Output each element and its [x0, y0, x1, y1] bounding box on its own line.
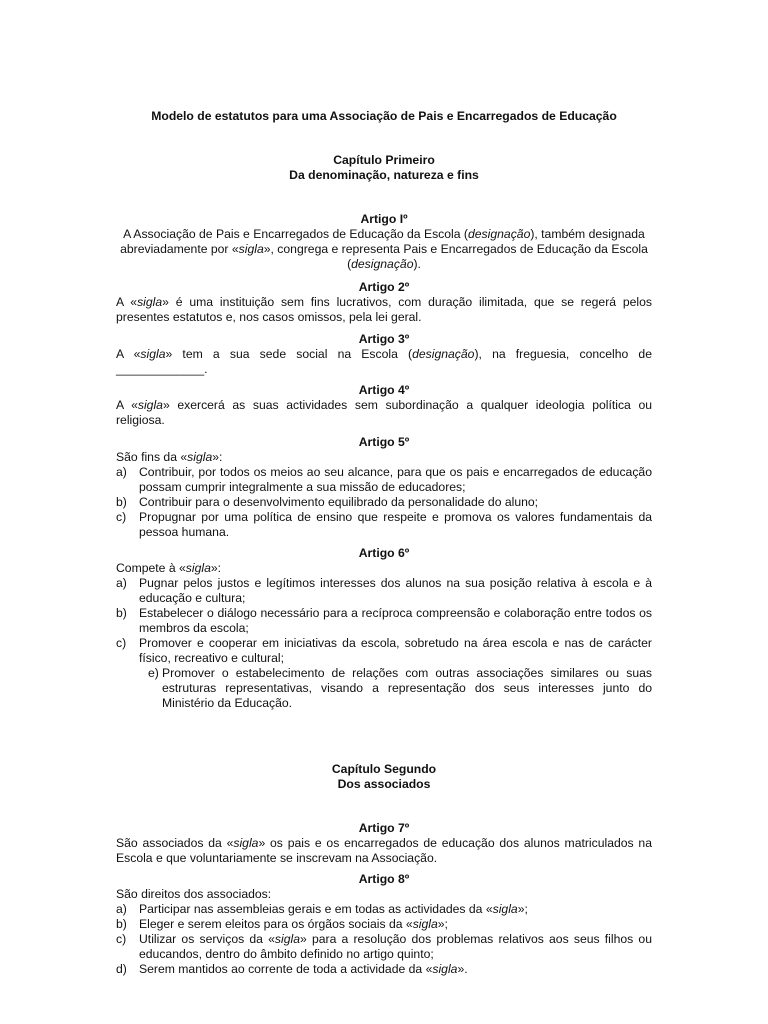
list-item: a) Contribuir, por todos os meios ao seu alcance, para que os pais e encarregados de educação possam cumprir integralmente a sua missão de educadores;	[116, 465, 652, 494]
article-3-heading: Artigo 3º	[358, 332, 410, 346]
chapter-1-title: Capítulo Primeiro	[333, 153, 435, 167]
chapter-1-subtitle: Da denominação, natureza e fins	[289, 168, 479, 182]
list-item: b) Eleger e serem eleitos para os órgãos sociais da «sigla»;	[116, 917, 448, 931]
article-1-heading: Artigo Iº	[360, 212, 408, 226]
list-item: c) Utilizar os serviços da «sigla» para a resolução dos problemas relativos aos seus filhos ou educandos, dentro do âmbito definido no artigo quinto;	[116, 932, 652, 961]
list-item: b) Contribuir para o desenvolvimento equilibrado da personalidade do aluno;	[116, 495, 539, 509]
chapter-2-title: Capítulo Segundo	[331, 762, 437, 776]
list-item: e) Promover o estabelecimento de relações com outras associações similares ou suas estruturas representativas, visando a representação dos seus interesses junto do Ministério da Educação.	[148, 666, 652, 710]
article-8-intro: São direitos dos associados:	[116, 887, 272, 901]
article-5-heading: Artigo 5º	[358, 435, 410, 449]
article-8-heading: Artigo 8º	[358, 872, 410, 886]
list-item: a) Pugnar pelos justos e legítimos interesses dos alunos na sua posição relativa à escola e à educação e cultura;	[116, 576, 652, 605]
article-6-intro: Compete à «sigla»:	[116, 561, 222, 575]
article-6-heading: Artigo 6º	[358, 546, 410, 560]
article-5-intro: São fins da «sigla»:	[116, 450, 223, 464]
article-4-text: A «sigla» exercerá as suas actividades sem subordinação a qualquer ideologia política ou religiosa.	[116, 398, 652, 427]
list-item: d) Serem mantidos ao corrente de toda a actividade da «sigla».	[116, 962, 468, 976]
article-7-heading: Artigo 7º	[358, 821, 410, 835]
article-7-text: São associados da «sigla» os pais e os encarregados de educação dos alunos matriculados na Escola e que voluntariamente se inscrevam na Associação.	[116, 836, 652, 865]
article-1-text: A Associação de Pais e Encarregados de Educação da Escola (designação), também designada abreviadamente por «sigla», congrega e representa Pais e Encarregados de Educação da Escola (designação).	[120, 227, 648, 271]
document-title: Modelo de estatutos para uma Associação de Pais e Encarregados de Educação	[151, 109, 617, 123]
article-3-text: A «sigla» tem a sua sede social na Escola (designação), na freguesia, concelho de _____________.	[116, 347, 652, 376]
article-4-heading: Artigo 4º	[358, 383, 410, 397]
list-item: c) Propugnar por uma política de ensino que respeite e promova os valores fundamentais da pessoa humana.	[116, 510, 652, 539]
list-item: b) Estabelecer o diálogo necessário para a recíproca compreensão e colaboração entre todos os membros da escola;	[116, 606, 652, 635]
article-2-heading: Artigo 2º	[358, 280, 410, 294]
chapter-2-subtitle: Dos associados	[337, 777, 431, 791]
list-item: c) Promover e cooperar em iniciativas da escola, sobretudo na área escola e nas de carácter físico, recreativo e cultural;	[116, 636, 652, 665]
list-item: a) Participar nas assembleias gerais e em todas as actividades da «sigla»;	[116, 902, 528, 916]
article-2-text: A «sigla» é uma instituição sem fins lucrativos, com duração ilimitada, que se regerá pelos presentes estatutos e, nos casos omissos, pela lei geral.	[116, 295, 653, 324]
